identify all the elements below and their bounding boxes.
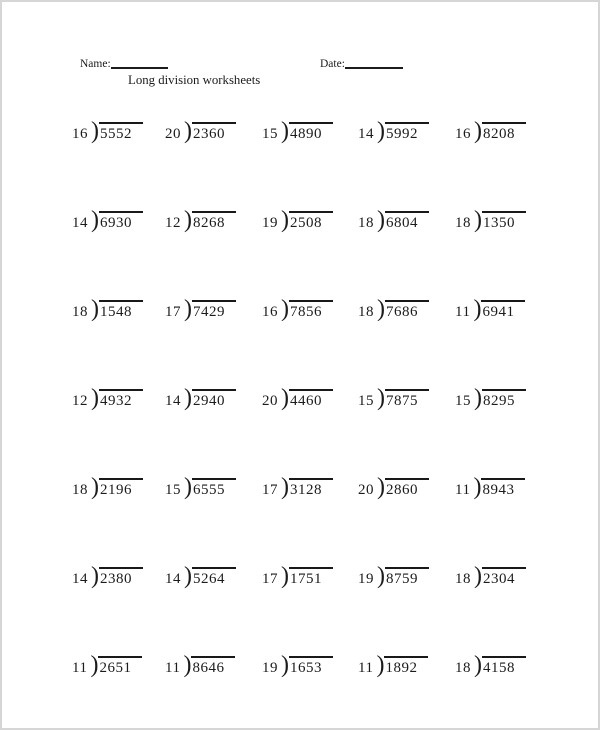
dividend-value: 1548: [99, 300, 143, 319]
dividend-value: 5992: [385, 122, 429, 141]
division-problem: [165, 470, 262, 559]
divisor-value: 11: [455, 482, 471, 498]
divisor-value: 11: [455, 304, 471, 320]
long-division-bracket-icon: ): [377, 385, 385, 411]
dividend-value: 8646: [191, 656, 235, 675]
long-division-bracket-icon: ): [474, 652, 482, 678]
division-problem: [72, 114, 165, 203]
division-problem: [455, 559, 547, 648]
long-division-bracket-icon: ): [281, 563, 289, 589]
division-problem: [165, 648, 262, 730]
division-problem: [262, 559, 358, 648]
dividend-value: 8208: [482, 122, 526, 141]
divisor-value: 15: [165, 482, 181, 498]
dividend-value: 7875: [385, 389, 429, 408]
long-division-bracket-icon: ): [91, 118, 99, 144]
dividend-value: 7856: [289, 300, 333, 319]
dividend-value: 5264: [192, 567, 236, 586]
long-division-bracket-icon: ): [281, 207, 289, 233]
division-problem: [262, 470, 358, 559]
long-division-bracket-icon: ): [281, 474, 289, 500]
dividend-value: 2940: [192, 389, 236, 408]
division-problem: [72, 559, 165, 648]
divisor-value: 15: [358, 393, 374, 409]
divisor-value: 16: [455, 126, 471, 142]
division-problem: [455, 114, 547, 203]
dividend-value: 1350: [482, 211, 526, 230]
dividend-value: 2360: [192, 122, 236, 141]
dividend-value: 2380: [99, 567, 143, 586]
long-division-bracket-icon: ): [184, 474, 192, 500]
divisor-value: 17: [262, 482, 278, 498]
dividend-value: 6804: [385, 211, 429, 230]
division-problem: [262, 381, 358, 470]
division-problem: [72, 203, 165, 292]
division-problem: [72, 648, 165, 730]
divisor-value: 14: [165, 393, 181, 409]
divisor-value: 14: [165, 571, 181, 587]
divisor-value: 16: [262, 304, 278, 320]
division-problem: [358, 559, 455, 648]
divisor-value: 14: [72, 571, 88, 587]
dividend-value: 2860: [385, 478, 429, 497]
name-blank-line: [111, 60, 168, 69]
division-problem: [72, 381, 165, 470]
division-problem: [165, 203, 262, 292]
divisor-value: 14: [72, 215, 88, 231]
divisor-value: 18: [455, 571, 471, 587]
divisor-value: 17: [165, 304, 181, 320]
long-division-bracket-icon: ): [377, 474, 385, 500]
dividend-value: 4932: [99, 389, 143, 408]
long-division-bracket-icon: ): [184, 296, 192, 322]
long-division-bracket-icon: ): [90, 652, 99, 678]
long-division-bracket-icon: ): [91, 385, 99, 411]
division-problem: [455, 292, 547, 381]
dividend-value: 1751: [289, 567, 333, 586]
dividend-value: 1892: [384, 656, 428, 675]
dividend-value: 2651: [98, 656, 142, 675]
name-label: Name:: [80, 58, 111, 70]
divisor-value: 12: [165, 215, 181, 231]
dividend-value: 5552: [99, 122, 143, 141]
dividend-value: 7686: [385, 300, 429, 319]
dividend-value: 2196: [99, 478, 143, 497]
divisor-value: 19: [262, 660, 278, 676]
divisor-value: 15: [262, 126, 278, 142]
long-division-bracket-icon: ): [474, 563, 482, 589]
dividend-value: 6941: [481, 300, 525, 319]
long-division-bracket-icon: ): [377, 563, 385, 589]
division-problem: [358, 648, 455, 730]
division-problem: [262, 292, 358, 381]
division-problem: [165, 114, 262, 203]
long-division-bracket-icon: ): [91, 563, 99, 589]
divisor-value: 20: [262, 393, 278, 409]
long-division-bracket-icon: ): [281, 652, 289, 678]
divisor-value: 14: [358, 126, 374, 142]
dividend-value: 8268: [192, 211, 236, 230]
division-problem: [262, 648, 358, 730]
long-division-bracket-icon: ): [474, 118, 482, 144]
dividend-value: 2508: [289, 211, 333, 230]
date-field: [320, 58, 403, 70]
divisor-value: 18: [455, 660, 471, 676]
division-problem: [262, 114, 358, 203]
division-problem: [455, 648, 547, 730]
dividend-value: 8759: [385, 567, 429, 586]
division-problem: [358, 203, 455, 292]
divisor-value: 17: [262, 571, 278, 587]
date-label: Date:: [320, 58, 345, 70]
division-problem: [72, 292, 165, 381]
division-problem: [165, 559, 262, 648]
page-title: Long division worksheets: [128, 73, 261, 87]
long-division-bracket-icon: ): [473, 474, 482, 500]
division-problem: [358, 470, 455, 559]
dividend-value: 7429: [192, 300, 236, 319]
name-field: [80, 58, 168, 70]
division-problem: [165, 381, 262, 470]
division-problem: [358, 381, 455, 470]
division-problem: [358, 292, 455, 381]
long-division-bracket-icon: ): [91, 207, 99, 233]
divisor-value: 18: [72, 482, 88, 498]
dividend-value: 2304: [482, 567, 526, 586]
long-division-bracket-icon: ): [184, 118, 192, 144]
division-problem: [455, 470, 547, 559]
divisor-value: 11: [165, 660, 181, 676]
long-division-bracket-icon: ): [91, 296, 99, 322]
dividend-value: 8943: [481, 478, 525, 497]
divisor-value: 19: [262, 215, 278, 231]
long-division-bracket-icon: ): [377, 207, 385, 233]
dividend-value: 8295: [482, 389, 526, 408]
date-blank-line: [345, 60, 403, 69]
long-division-bracket-icon: ): [473, 296, 482, 322]
dividend-value: 4158: [482, 656, 526, 675]
long-division-bracket-icon: ): [376, 652, 385, 678]
long-division-bracket-icon: ): [91, 474, 99, 500]
dividend-value: 6555: [192, 478, 236, 497]
division-problem: [455, 203, 547, 292]
divisor-value: 11: [358, 660, 374, 676]
long-division-bracket-icon: ): [281, 296, 289, 322]
divisor-value: 20: [165, 126, 181, 142]
divisor-value: 18: [358, 215, 374, 231]
divisor-value: 19: [358, 571, 374, 587]
divisor-value: 18: [455, 215, 471, 231]
dividend-value: 4460: [289, 389, 333, 408]
divisor-value: 11: [72, 660, 88, 676]
divisor-value: 16: [72, 126, 88, 142]
long-division-bracket-icon: ): [281, 385, 289, 411]
division-problem: [72, 470, 165, 559]
long-division-bracket-icon: ): [474, 207, 482, 233]
dividend-value: 6930: [99, 211, 143, 230]
division-problem: [262, 203, 358, 292]
long-division-bracket-icon: ): [184, 385, 192, 411]
division-problem: [358, 114, 455, 203]
divisor-value: 20: [358, 482, 374, 498]
dividend-value: 1653: [289, 656, 333, 675]
division-problem: [165, 292, 262, 381]
divisor-value: 12: [72, 393, 88, 409]
division-problem: [455, 381, 547, 470]
divisor-value: 18: [358, 304, 374, 320]
dividend-value: 4890: [289, 122, 333, 141]
problems-grid: [72, 114, 547, 730]
long-division-bracket-icon: ): [184, 563, 192, 589]
divisor-value: 15: [455, 393, 471, 409]
long-division-bracket-icon: ): [183, 652, 192, 678]
long-division-bracket-icon: ): [474, 385, 482, 411]
divisor-value: 18: [72, 304, 88, 320]
dividend-value: 3128: [289, 478, 333, 497]
long-division-bracket-icon: ): [281, 118, 289, 144]
long-division-bracket-icon: ): [377, 118, 385, 144]
long-division-bracket-icon: ): [377, 296, 385, 322]
long-division-bracket-icon: ): [184, 207, 192, 233]
